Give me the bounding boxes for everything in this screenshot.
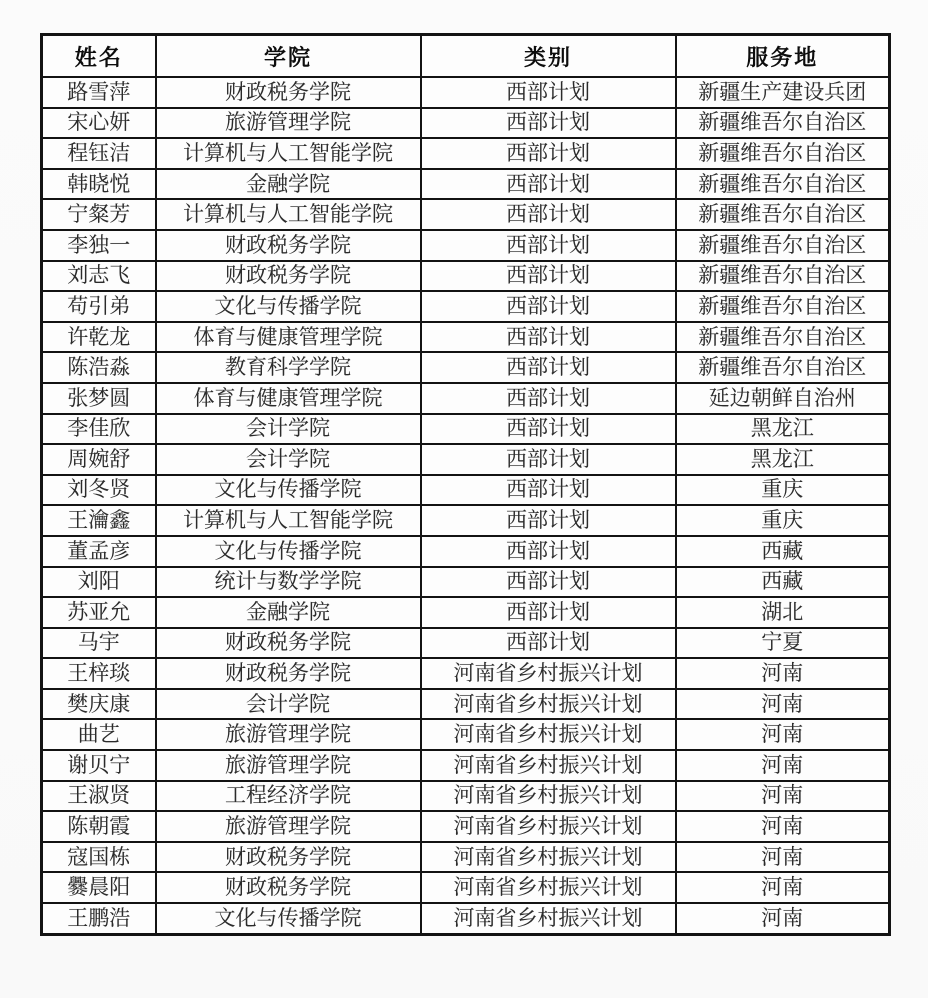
cell-name: 樊庆康 — [42, 689, 156, 720]
cell-name: 韩晓悦 — [42, 169, 156, 200]
header-name: 姓名 — [42, 35, 156, 78]
cell-college: 计算机与人工智能学院 — [156, 505, 421, 536]
cell-name: 宋心妍 — [42, 108, 156, 139]
cell-name: 陈朝霞 — [42, 811, 156, 842]
table-row — [42, 689, 890, 720]
header-category: 类别 — [421, 35, 676, 78]
cell-service-location: 西藏 — [676, 536, 890, 567]
table-row — [42, 781, 890, 812]
cell-name: 路雪萍 — [42, 77, 156, 108]
cell-name: 苏亚允 — [42, 597, 156, 628]
cell-service-location: 河南 — [676, 811, 890, 842]
cell-category: 西部计划 — [421, 505, 676, 536]
cell-name: 陈浩淼 — [42, 352, 156, 383]
cell-service-location: 湖北 — [676, 597, 890, 628]
cell-name: 王瀹鑫 — [42, 505, 156, 536]
cell-name: 马宇 — [42, 628, 156, 659]
table-row — [42, 414, 890, 445]
cell-service-location: 重庆 — [676, 505, 890, 536]
table-row — [42, 536, 890, 567]
cell-name: 周婉舒 — [42, 444, 156, 475]
cell-college: 统计与数学学院 — [156, 567, 421, 598]
cell-category: 西部计划 — [421, 567, 676, 598]
cell-service-location: 黑龙江 — [676, 414, 890, 445]
cell-name: 王淑贤 — [42, 781, 156, 812]
cell-name: 王鹏浩 — [42, 903, 156, 934]
cell-name: 谢贝宁 — [42, 750, 156, 781]
cell-college: 会计学院 — [156, 444, 421, 475]
cell-category: 河南省乡村振兴计划 — [421, 811, 676, 842]
cell-category: 西部计划 — [421, 230, 676, 261]
table-row — [42, 842, 890, 873]
volunteer-roster-table — [40, 33, 891, 936]
cell-category: 西部计划 — [421, 536, 676, 567]
cell-name: 许乾龙 — [42, 322, 156, 353]
cell-college: 金融学院 — [156, 597, 421, 628]
cell-college: 文化与传播学院 — [156, 475, 421, 506]
cell-service-location: 河南 — [676, 842, 890, 873]
cell-name: 刘冬贤 — [42, 475, 156, 506]
cell-college: 旅游管理学院 — [156, 108, 421, 139]
cell-category: 西部计划 — [421, 414, 676, 445]
cell-service-location: 河南 — [676, 781, 890, 812]
table-row — [42, 658, 890, 689]
cell-category: 西部计划 — [421, 352, 676, 383]
table-row — [42, 322, 890, 353]
cell-college: 财政税务学院 — [156, 230, 421, 261]
table-row — [42, 719, 890, 750]
cell-college: 旅游管理学院 — [156, 811, 421, 842]
cell-name: 宁粲芳 — [42, 199, 156, 230]
cell-category: 西部计划 — [421, 383, 676, 414]
cell-college: 工程经济学院 — [156, 781, 421, 812]
cell-name: 刘阳 — [42, 567, 156, 598]
cell-name: 寇国栋 — [42, 842, 156, 873]
cell-college: 财政税务学院 — [156, 658, 421, 689]
cell-service-location: 新疆维吾尔自治区 — [676, 322, 890, 353]
cell-category: 西部计划 — [421, 199, 676, 230]
table-row — [42, 475, 890, 506]
cell-college: 体育与健康管理学院 — [156, 383, 421, 414]
cell-category: 西部计划 — [421, 77, 676, 108]
cell-category: 西部计划 — [421, 597, 676, 628]
cell-college: 文化与传播学院 — [156, 536, 421, 567]
cell-college: 财政税务学院 — [156, 77, 421, 108]
cell-name: 董孟彦 — [42, 536, 156, 567]
cell-name: 刘志飞 — [42, 261, 156, 292]
cell-service-location: 西藏 — [676, 567, 890, 598]
cell-service-location: 河南 — [676, 658, 890, 689]
table-row — [42, 903, 890, 934]
cell-service-location: 河南 — [676, 903, 890, 934]
cell-college: 旅游管理学院 — [156, 719, 421, 750]
cell-service-location: 新疆维吾尔自治区 — [676, 261, 890, 292]
cell-college: 会计学院 — [156, 414, 421, 445]
table-row — [42, 383, 890, 414]
cell-college: 财政税务学院 — [156, 842, 421, 873]
table-row — [42, 230, 890, 261]
cell-service-location: 新疆维吾尔自治区 — [676, 108, 890, 139]
table-row — [42, 872, 890, 903]
table-row — [42, 169, 890, 200]
cell-service-location: 新疆生产建设兵团 — [676, 77, 890, 108]
cell-category: 西部计划 — [421, 138, 676, 169]
cell-category: 西部计划 — [421, 444, 676, 475]
table-row — [42, 291, 890, 322]
cell-college: 财政税务学院 — [156, 261, 421, 292]
cell-category: 西部计划 — [421, 628, 676, 659]
cell-service-location: 黑龙江 — [676, 444, 890, 475]
cell-name: 爨晨阳 — [42, 872, 156, 903]
cell-name: 苟引弟 — [42, 291, 156, 322]
table-row — [42, 199, 890, 230]
cell-category: 西部计划 — [421, 261, 676, 292]
cell-category: 西部计划 — [421, 291, 676, 322]
cell-college: 金融学院 — [156, 169, 421, 200]
table-row — [42, 597, 890, 628]
cell-service-location: 新疆维吾尔自治区 — [676, 230, 890, 261]
table-row — [42, 505, 890, 536]
cell-name: 王梓琰 — [42, 658, 156, 689]
cell-college: 文化与传播学院 — [156, 903, 421, 934]
table-row — [42, 750, 890, 781]
cell-name: 李独一 — [42, 230, 156, 261]
cell-category: 河南省乡村振兴计划 — [421, 658, 676, 689]
header-service-location: 服务地 — [676, 35, 890, 78]
cell-category: 河南省乡村振兴计划 — [421, 750, 676, 781]
cell-service-location: 新疆维吾尔自治区 — [676, 199, 890, 230]
cell-name: 曲艺 — [42, 719, 156, 750]
cell-name: 程钰洁 — [42, 138, 156, 169]
table-row — [42, 108, 890, 139]
header-row — [42, 35, 890, 78]
cell-name: 张梦圆 — [42, 383, 156, 414]
cell-college: 会计学院 — [156, 689, 421, 720]
cell-category: 西部计划 — [421, 108, 676, 139]
table-row — [42, 261, 890, 292]
cell-college: 旅游管理学院 — [156, 750, 421, 781]
cell-college: 计算机与人工智能学院 — [156, 138, 421, 169]
cell-category: 河南省乡村振兴计划 — [421, 872, 676, 903]
cell-service-location: 新疆维吾尔自治区 — [676, 138, 890, 169]
table-row — [42, 77, 890, 108]
cell-college: 教育科学学院 — [156, 352, 421, 383]
table-row — [42, 444, 890, 475]
cell-service-location: 河南 — [676, 872, 890, 903]
cell-category: 河南省乡村振兴计划 — [421, 719, 676, 750]
table-body — [42, 77, 890, 934]
cell-category: 西部计划 — [421, 475, 676, 506]
cell-category: 西部计划 — [421, 169, 676, 200]
cell-service-location: 重庆 — [676, 475, 890, 506]
cell-service-location: 河南 — [676, 689, 890, 720]
cell-service-location: 新疆维吾尔自治区 — [676, 291, 890, 322]
header-college: 学院 — [156, 35, 421, 78]
table-row — [42, 352, 890, 383]
table-row — [42, 628, 890, 659]
cell-service-location: 延边朝鲜自治州 — [676, 383, 890, 414]
table-row — [42, 138, 890, 169]
cell-college: 财政税务学院 — [156, 628, 421, 659]
cell-category: 河南省乡村振兴计划 — [421, 689, 676, 720]
table-row — [42, 567, 890, 598]
cell-service-location: 河南 — [676, 750, 890, 781]
cell-service-location: 河南 — [676, 719, 890, 750]
cell-college: 财政税务学院 — [156, 872, 421, 903]
cell-service-location: 新疆维吾尔自治区 — [676, 352, 890, 383]
cell-college: 体育与健康管理学院 — [156, 322, 421, 353]
cell-category: 河南省乡村振兴计划 — [421, 781, 676, 812]
cell-name: 李佳欣 — [42, 414, 156, 445]
cell-college: 文化与传播学院 — [156, 291, 421, 322]
cell-category: 西部计划 — [421, 322, 676, 353]
cell-college: 计算机与人工智能学院 — [156, 199, 421, 230]
cell-category: 河南省乡村振兴计划 — [421, 842, 676, 873]
table-row — [42, 811, 890, 842]
cell-service-location: 新疆维吾尔自治区 — [676, 169, 890, 200]
cell-service-location: 宁夏 — [676, 628, 890, 659]
cell-category: 河南省乡村振兴计划 — [421, 903, 676, 934]
